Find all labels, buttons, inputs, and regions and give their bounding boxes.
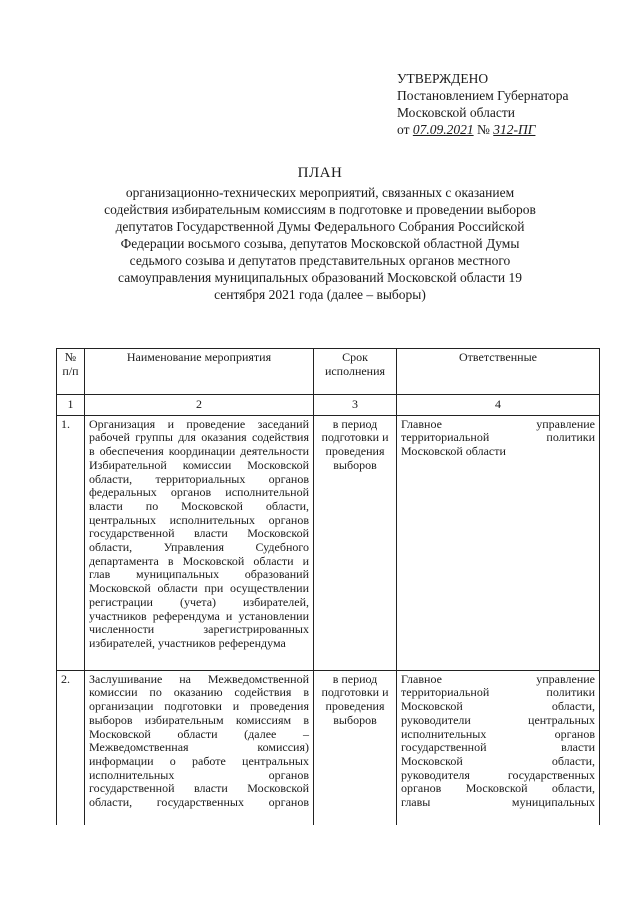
approval-region: Московской области (397, 105, 516, 120)
activity-line: комиссии по оказанию содействия в (89, 685, 309, 700)
responsible-line: главы муниципальных (401, 795, 595, 810)
plan-subtitle (90, 184, 550, 303)
number-prefix: № (476, 122, 490, 137)
activity-line: организации подготовки и проведения (89, 699, 309, 714)
activity-line: департамента в Московской области и (89, 553, 309, 568)
activity-line: избирателей, участников референдума (89, 635, 286, 650)
activity-line: государственной власти Московской (89, 781, 309, 796)
row-activity (85, 670, 314, 825)
row-responsible (397, 670, 600, 825)
row-number: 2. (57, 670, 85, 825)
subtitle-line: Федерации восьмого созыва, депутатов Московской областной Думы (120, 236, 520, 251)
row-responsible (397, 415, 600, 670)
table-row (57, 670, 600, 825)
approval-date-line (397, 121, 617, 138)
responsible-line: Московской области, (401, 753, 595, 768)
responsible-line: Главное управление (401, 416, 595, 431)
activity-line: Межведомственная комиссия) (89, 740, 309, 755)
activity-line: Московской области (далее – (89, 726, 309, 741)
approval-number: 312-ПГ (493, 122, 536, 137)
activity-line: области, Управления Судебного (89, 540, 309, 555)
activity-line: выборов избирательным комиссиям в (89, 712, 309, 727)
responsible-line: Московской области, (401, 699, 595, 714)
header-num: № п/п (57, 349, 85, 395)
responsible-line: органов Московской области, (401, 781, 595, 796)
responsible-line: руководители центральных (401, 712, 595, 727)
row-number: 1. (57, 415, 85, 670)
activity-line: государственной власти Московской (89, 526, 309, 541)
header-name: Наименование мероприятия (85, 349, 314, 395)
column-number: 3 (314, 395, 397, 416)
table-row (57, 415, 600, 670)
responsible-line: территориальной политики (401, 430, 595, 445)
subtitle-line: сентября 2021 года (далее – выборы) (214, 287, 426, 302)
activity-line: федеральных органов исполнительной (89, 485, 309, 500)
activity-line: регистрации (учета) избирателей, (89, 594, 309, 609)
approval-stamp (397, 70, 617, 138)
activity-line: Организация и проведение заседаний (89, 416, 309, 431)
activity-line: численности зарегистрированных (89, 622, 309, 637)
responsible-line: территориальной политики (401, 685, 595, 700)
activity-line: Московской области при осуществлении (89, 581, 309, 596)
activity-line: Избирательной комиссии Московской (89, 457, 309, 472)
activity-line: области, государственных органов (89, 795, 309, 810)
approval-decree: Постановлением Губернатора (397, 88, 569, 103)
table-header-row (57, 349, 600, 395)
activity-line: исполнительных органов (89, 767, 309, 782)
plan-table (56, 348, 600, 825)
column-number: 2 (85, 395, 314, 416)
responsible-line: Главное управление (401, 671, 595, 686)
document-title (90, 165, 550, 303)
column-number: 4 (397, 395, 600, 416)
activity-line: в обеспечения координации деятельности (89, 444, 309, 459)
header-responsible: Ответственные (397, 349, 600, 395)
activity-line: участников референдума и установлении (89, 608, 309, 623)
approval-date: 07.09.2021 (412, 122, 474, 137)
responsible-line: государственной власти (401, 740, 595, 755)
responsible-line: исполнительных органов (401, 726, 595, 741)
plan-heading: ПЛАН (297, 165, 343, 181)
row-activity (85, 415, 314, 670)
subtitle-line: содействия избирательным комиссиям в подготовке и проведении выборов (104, 202, 536, 217)
activity-line: центральных исполнительных органов (89, 512, 309, 527)
activity-line: власти по Московской области, (89, 498, 309, 513)
subtitle-line: седьмого созыва и депутатов представительных органов местного (129, 253, 511, 268)
activity-line: рабочей группы для оказания содействия (89, 430, 309, 445)
row-term: в период подготовки и проведения выборов (314, 415, 397, 670)
activity-line: Заслушивание на Межведомственной (89, 671, 309, 686)
row-term: в период подготовки и проведения выборов (314, 670, 397, 825)
subtitle-line: организационно-технических мероприятий, связанных с оказанием (125, 185, 515, 200)
activity-line: области, территориальных органов (89, 471, 309, 486)
activity-line: глав муниципальных образований (89, 567, 309, 582)
approval-approved: УТВЕРЖДЕНО (397, 71, 489, 86)
column-number-row (57, 395, 600, 416)
responsible-line: Московской области (401, 444, 506, 459)
activity-line: информации о работе центральных (89, 753, 309, 768)
subtitle-line: самоуправления муниципальных образований Московской области 19 (118, 270, 522, 285)
date-prefix: от (397, 122, 410, 137)
subtitle-line: депутатов Государственной Думы Федерального Собрания Российской (115, 219, 525, 234)
header-term: Срок исполнения (314, 349, 397, 395)
responsible-line: руководителя государственных (401, 767, 595, 782)
column-number: 1 (57, 395, 85, 416)
